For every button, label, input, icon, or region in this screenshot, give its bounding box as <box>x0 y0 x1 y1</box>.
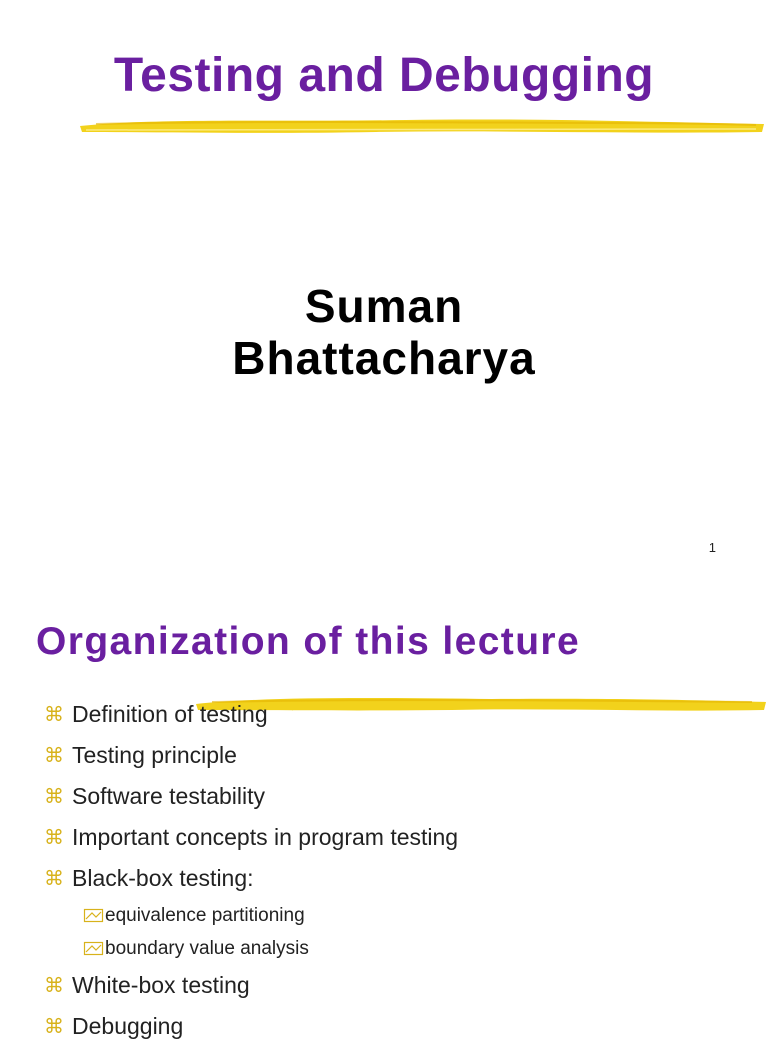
list-item-text: Important concepts in program testing <box>72 824 459 850</box>
page-number: 1 <box>708 540 716 555</box>
list-item-text: Software testability <box>72 783 266 809</box>
list-item <box>44 858 458 899</box>
list-item-text: Definition of testing <box>72 701 268 727</box>
slide-title: Testing and Debugging <box>113 49 655 102</box>
command-key-icon: ⌘ <box>44 1016 64 1038</box>
list-item-text: boundary value analysis <box>105 937 309 959</box>
command-key-icon: ⌘ <box>44 975 64 997</box>
command-key-icon: ⌘ <box>44 868 64 890</box>
command-key-icon: ⌘ <box>44 827 64 849</box>
author-line-2: Bhattacharya <box>232 332 536 384</box>
list-item-text: equivalence partitioning <box>105 904 305 926</box>
list-item-text: White-box testing <box>72 972 250 998</box>
box-arrow-icon <box>84 909 103 922</box>
author-name <box>0 280 768 384</box>
slide-2 <box>0 588 768 1039</box>
bullet-list <box>44 694 458 1047</box>
list-item <box>44 1006 458 1047</box>
sub-list-item <box>44 932 458 965</box>
box-arrow-icon <box>84 942 103 955</box>
command-key-icon: ⌘ <box>44 704 64 726</box>
list-item-text: Debugging <box>72 1013 184 1039</box>
list-item <box>44 735 458 776</box>
list-item <box>44 817 458 858</box>
command-key-icon: ⌘ <box>44 786 64 808</box>
highlighter-stroke <box>76 112 768 140</box>
list-item-text: Black-box testing: <box>72 865 254 891</box>
slide-title: Organization of this lecture <box>36 620 581 663</box>
list-item <box>44 694 458 735</box>
author-line-1: Suman <box>304 280 464 332</box>
list-item-text: Testing principle <box>72 742 237 768</box>
sub-list-item <box>44 899 458 932</box>
list-item <box>44 965 458 1006</box>
list-item <box>44 776 458 817</box>
command-key-icon: ⌘ <box>44 745 64 767</box>
